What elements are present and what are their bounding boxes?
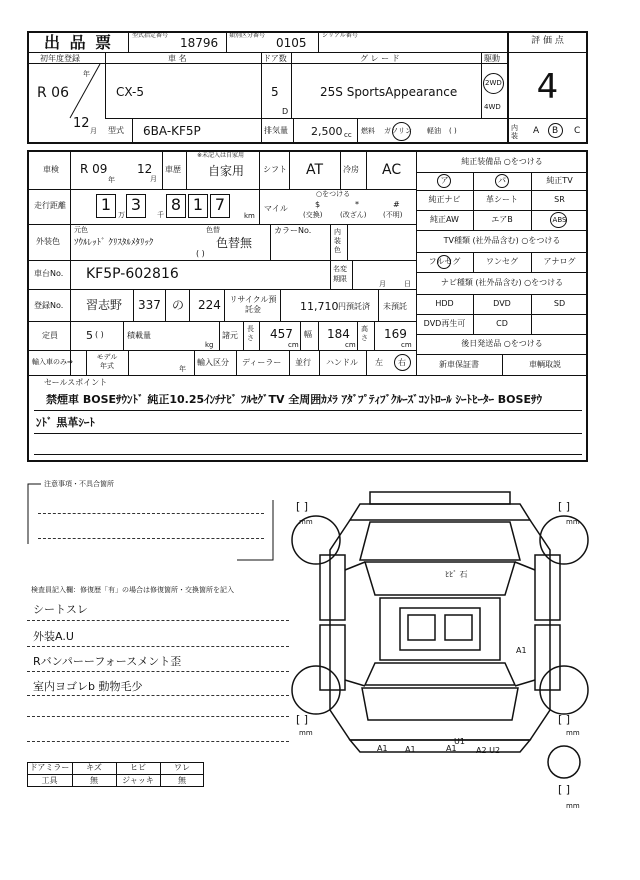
km-mark: km [244,212,255,220]
tv-fullseg: フルセグ [428,257,461,266]
width-label: 幅 [304,330,312,339]
sheet-title: 出 品 票 [44,33,114,52]
length-label: 長さ [247,325,254,342]
shift-value: AT [306,162,324,178]
man-mark: 万 [118,211,125,219]
width: 184 [327,327,350,341]
reg-number: 224 [198,298,221,312]
color-change: 色替無 [216,236,253,250]
sales-line2: ﾝﾄﾞ 黒革ｼｰﾄ [36,416,95,429]
equip-leather: 革シート [486,195,518,204]
length-unit: cm [288,341,299,349]
doors-sub: D [282,107,289,116]
capacity-paren: ( ) [95,330,104,339]
bracket-spare: [ ] [558,783,571,796]
load-unit: kg [205,341,214,349]
color-label: 外装色 [36,237,60,246]
history-value: 自家用 [208,164,245,178]
load-label: 積載量 [127,331,151,340]
height-label: 高さ [361,325,368,342]
color-no-label: カラーNo. [274,226,312,235]
date-divider [60,64,120,119]
displacement: 2,500 [311,125,343,138]
name-change-label: 名変期限 [333,265,347,283]
interior-label: 内装 [511,124,518,140]
name-change-day: 日 [404,280,411,288]
interior-a: A [533,126,540,136]
tv-header: TV種類 (社外品含む) ○をつける [443,236,561,245]
bracket-rr: [ ] [558,713,571,726]
dealer: ディーラー [242,358,282,367]
import-label: 輸入車のみ⇒ [32,358,73,366]
recycle-value: 11,710 [300,300,339,313]
interior-c: C [574,126,581,136]
score-value: 4 [536,67,559,107]
right-side-mark: A1 [516,646,527,655]
mileage-digit-1: 1 [100,195,112,214]
notes-bracket [27,482,287,562]
score-label: 評 価 点 [531,36,564,46]
rear-mark-2: A1 [405,745,416,754]
handle-label: ハンドル [326,358,358,367]
length: 457 [270,327,293,341]
equip-aircon: ア [440,176,449,185]
interior-color-label: 内装色 [334,228,341,254]
model-year-nen: 年 [179,365,186,373]
mm-fl: mm [299,518,313,526]
sales-label: セールスポイント [44,378,108,387]
drive-2wd: 2WD [485,79,502,87]
handle-left: 左 [375,358,383,367]
name-change-month: 月 [379,280,386,288]
legend-v2: 無 [90,776,98,785]
height: 169 [384,327,407,341]
shaken-month: 12 [137,162,153,176]
inspector-label: 検査員記入欄：修復歴「有」の場合は修復箇所・交換箇所を記入 [31,586,234,594]
model: 6BA-KF5P [143,124,201,138]
legend-h1: ドアミラー [29,763,70,772]
navi-dvd: DVD [493,299,511,308]
height-unit: cm [401,341,412,349]
note-item-4: 室内ヨゴレb 動物毛少 [33,680,143,693]
equip-navi: 純正ナビ [428,195,461,204]
legend-v4: 無 [178,776,186,785]
history-note: ※未記入は自家用 [197,152,245,159]
recycle-not: 未預託 [383,302,407,311]
fuel-paren: ( ) [449,127,457,135]
navi-header: ナビ種類 (社外品含む) ○をつける [440,278,564,287]
shaken-month-mark: 月 [150,175,157,183]
month-mark: 月 [90,127,97,135]
chassis-label: 車台No. [34,269,64,278]
color-name-label: 色替 [206,226,220,234]
width-unit: cm [345,341,356,349]
grade-label: グ レ ー ド [360,54,400,63]
rear-mark-1: A1 [377,744,388,753]
exchange: (交換) [303,211,323,219]
navi-cd: CD [496,319,508,328]
first-reg-month: 12 [73,116,90,131]
sen-mark: 千 [157,211,164,219]
windshield-note: ﾋﾋﾞ 石 [445,570,468,579]
displacement-unit: cc [344,131,352,139]
rear-mark-3: A1 [446,744,457,753]
first-reg-era: R 06 [37,85,69,101]
equip-sr: SR [554,195,565,204]
interior-b: B [552,126,559,136]
hash: # [393,200,400,209]
model-label: 型式 [108,126,124,135]
shift-label: シフト [263,165,287,174]
mileage-digit-5: 7 [214,195,226,214]
ruibetsu-label: 類別区分番号 [229,32,266,39]
ruibetsu-value: 0105 [276,36,307,50]
notes-label: 注意事項・不具合箇所 [44,480,114,488]
mm-spare: mm [566,802,580,810]
rear-top-mark: U1 [454,737,465,746]
later-manual: 車輌取説 [529,360,561,369]
reg-label: 登録No. [34,301,64,310]
reg-class: 337 [138,298,161,312]
legend-v1: 工具 [41,776,58,785]
mileage-label: 走行距離 [34,201,66,210]
mile-label: マイル [264,204,288,213]
drive-label: 駆動 [484,54,500,63]
chassis-value: KF5P-602816 [86,266,179,282]
legend-v3: ジャッキ [122,776,154,785]
legend-h3: ヒビ [130,763,146,772]
drive-4wd: 4WD [484,103,501,111]
equip-aw: 純正AW [430,215,459,224]
ac-label: 冷房 [343,165,359,174]
equip-header: 純正装備品 ○をつける [461,157,543,166]
later-header: 後日発送品 ○をつける [461,339,543,348]
dollar: $ [315,200,321,209]
capacity-value: 5 [86,329,93,342]
shaken-era: R 09 [80,162,108,176]
capacity-label: 定員 [42,331,58,340]
mileage-digit-4: 1 [192,195,204,214]
fuel-label: 燃料 [361,127,375,135]
bracket-fl: [ ] [296,500,309,513]
import-type-label: 輸入区分 [197,358,229,367]
ac-value: AC [382,162,402,178]
star: * [355,200,359,209]
unknown: (不明) [383,211,403,219]
sales-line1: 禁煙車 BOSEｻｳﾝﾄﾞ 純正10.25ｲﾝﾁﾅﾋﾞ ﾌﾙｾｸﾞTV 全周囲ｶﾒﾗ ｱﾀﾞﾌﾟﾃｨﾌﾞｸﾙｰｽﾞｺﾝﾄﾛｰﾙ ｼｰﾄﾋｰﾀｰ BOSEｻｳ [46,394,542,405]
mm-fr: mm [566,518,580,526]
doors: 5 [271,85,279,99]
car-diagram [290,480,590,780]
reg-area: 習志野 [86,298,123,312]
shaken-year-mark: 年 [108,176,115,184]
fuel-light: 軽油 [427,127,441,135]
handle-right: 右 [398,358,406,367]
navi-sd: SD [553,299,566,308]
mileage-digit-2: 3 [130,195,142,214]
car-name: CX-5 [116,85,144,99]
doors-label: ドア数 [263,54,287,63]
recycle-unit: 円預託済 [338,302,370,311]
fuel-gas: ガソリン [384,127,412,135]
color-value: ｿｳﾙﾚｯﾄﾞ ｸﾘｽﾀﾙﾒﾀﾘｯｸ [74,238,154,248]
serial-label: シリアル番号 [322,32,358,39]
dims-label: 諸元 [222,331,238,340]
displacement-label: 排気量 [264,126,288,135]
mm-rr: mm [566,729,580,737]
reg-kana: の [172,298,185,312]
year-mark: 年 [83,70,90,78]
navi-hdd: HDD [435,299,454,308]
circle-note: ○をつける [316,190,351,198]
first-reg-label: 初年度登録 [40,54,80,63]
tampered: (改ざん) [340,211,367,219]
bracket-fr: [ ] [558,500,571,513]
grade: 25S SportsAppearance [320,85,458,99]
note-item-3: Rバンパーーフォースメント歪 [33,655,182,668]
legend-h4: ワレ [174,763,190,772]
tv-oneseg: ワンセグ [486,257,518,266]
model-year-label: モデル年式 [96,353,118,370]
kata-value: 18796 [180,36,219,50]
mileage-digit-3: 8 [170,195,182,214]
equip-airbag: エアB [491,215,513,224]
tv-analog: アナログ [543,257,576,266]
note-item-1: シートスレ [33,603,88,616]
color-paren: ( ) [196,249,205,258]
rear-mark-4: A2 U2 [476,746,501,755]
equip-tv: 純正TV [546,176,573,185]
later-warranty: 新車保証書 [439,360,479,369]
equip-pw: パ [498,176,506,185]
recycle-label: リサイクル預託金 [229,295,277,314]
shaken-label: 車検 [43,165,59,174]
mm-rl: mm [299,729,313,737]
kata-label: 型式指定番号 [132,32,169,39]
car-name-label: 車 名 [168,54,187,63]
navi-dvd-play: DVD再生可 [423,319,466,328]
parallel: 並行 [295,358,311,367]
equip-abs: ABS [552,216,567,224]
color-orig-label: 元色 [74,226,88,234]
note-item-2: 外装A.U [33,630,74,643]
legend-h2: キズ [86,763,102,772]
history-label: 車歴 [165,165,181,174]
bracket-rl: [ ] [296,713,309,726]
